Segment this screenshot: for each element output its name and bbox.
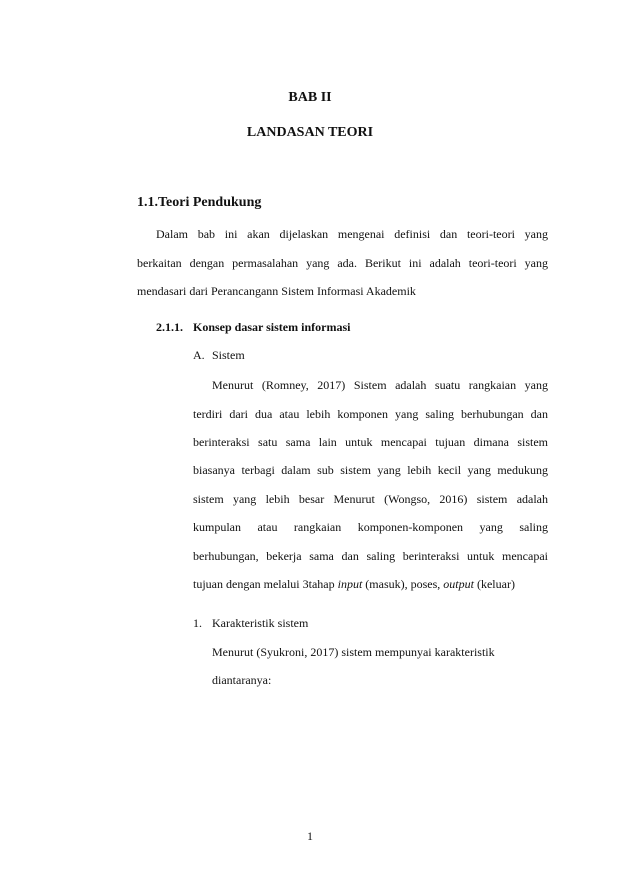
item-1-title: Karakteristik sistem (212, 616, 309, 630)
chapter-title: LANDASAN TEORI (246, 125, 374, 140)
item-a-line-2: terdiri dari dua atau lebih komponen yang saling berhubungan dan (193, 407, 548, 421)
subsection-number: 2.1.1. (156, 320, 183, 334)
intro-line-2: berkaitan dengan permasalahan yang ada. Berikut ini adalah teori-teori yang (137, 256, 548, 270)
item-a-title: Sistem (212, 348, 245, 362)
item-1-line-1: Menurut (Syukroni, 2017) sistem mempunyai karakteristik (212, 645, 495, 659)
item-a-line-8: tujuan dengan melalui 3tahap input (masuk), poses, output (keluar) (193, 577, 515, 591)
chapter-label: BAB II (288, 90, 332, 105)
item-a-line-3: berinteraksi satu sama lain untuk mencapai tujuan dimana sistem (193, 435, 548, 449)
item-a-line-5: sistem yang lebih besar Menurut (Wongso, 2016) sistem adalah (193, 492, 548, 506)
subsection-title: Konsep dasar sistem informasi (193, 320, 351, 334)
input-term: input (337, 577, 363, 591)
item-a-line-4: biasanya terbagi dalam sub sistem yang lebih kecil yang medukung (193, 463, 548, 477)
item-1-line-2: diantaranya: (212, 673, 272, 687)
item-a-marker: A. (193, 348, 205, 362)
output-term: output (443, 577, 474, 591)
intro-line-3: mendasari dari Perancangann Sistem Informasi Akademik (137, 284, 416, 298)
item-a-line-6: kumpulan atau rangkaian komponen-komponen yang saling (193, 520, 548, 534)
page-number: 1 (307, 829, 313, 843)
item-1-marker: 1. (193, 616, 202, 630)
item-a-line-1: Menurut (Romney, 2017) Sistem adalah suatu rangkaian yang (212, 378, 548, 392)
item-a-line-7: berhubungan, bekerja sama dan saling berinteraksi untuk mencapai (193, 549, 548, 563)
intro-line-1: Dalam bab ini akan dijelaskan mengenai definisi dan teori-teori yang (156, 227, 548, 241)
section-heading: 1.1.Teori Pendukung (137, 195, 262, 210)
